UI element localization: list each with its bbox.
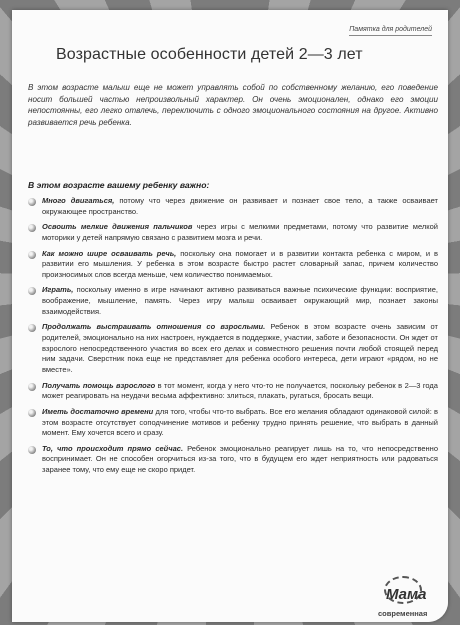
list-item: Играть, поскольку именно в игре начинают активно развиваться важные психические функции: восприятие, воображение, мышление, память. Через игру малыш осваивает окружающий мир, познает законы взаимодействия. xyxy=(28,285,438,317)
list-item: Иметь достаточно времени для того, чтобы что-то выбрать. Все его желания обладают одинаковой силой: в этом возрасте отсутствует соподчинение мотивов и ребенку трудно принять решение, что выбрать в данный момент. Ему хочется всего и сразу. xyxy=(28,407,438,439)
list-heading: В этом возрасте вашему ребенку важно: xyxy=(28,180,210,190)
page-title: Возрастные особенности детей 2—3 лет xyxy=(56,46,363,63)
list-item: Много двигаться, потому что через движение он развивает и познает свое тело, а также осваивает окружающее пространство. xyxy=(28,196,438,217)
bullet-icon xyxy=(28,409,36,417)
list-item: Продолжать выстраивать отношения со взрослыми. Ребенок в этом возрасте очень зависим от родителей, эмоционально на них настроен, нуждается в поддержке, участии, заботе и безопасности. Он ждет от взрослого непосредственного участия во всех его делах и совместного решения почти любой стоящей перед ним задачи. Сверстник пока еще не представляет для ребенка особого интереса, дети играют «рядом, но не вместе». xyxy=(28,322,438,375)
bullet-icon xyxy=(28,224,36,232)
header-label: Памятка для родителей xyxy=(349,26,432,36)
bullet-icon xyxy=(28,251,36,259)
list-item: Получать помощь взрослого в тот момент, когда у него что-то не получается, поскольку ребенок в 2—3 года может реагировать на неудачи весьма аффективно: злиться, плакать, ругаться, бросать вещи. xyxy=(28,381,438,402)
logo xyxy=(376,570,448,622)
bullet-icon xyxy=(28,287,36,295)
leaflet-page xyxy=(12,10,448,622)
bullet-icon xyxy=(28,383,36,391)
bullet-icon xyxy=(28,198,36,206)
intro-paragraph: В этом возрасте малыш еще не может управлять собой по собственному желанию, его поведение носит большей частью непроизвольный характер. Он очень эмоционален, однако его эмоции непостоянны, его легко отвлечь, переключить с одного эмоционального состояния на другое. Активно развивается речь ребенка. xyxy=(28,83,438,128)
list-item: То, что происходит прямо сейчас. Ребенок эмоционально реагирует лишь на то, что непосредственно воспринимает. Он не способен огорчиться из-за того, что в будущем его ждет неприятность или радоваться заранее тому, что ему еще не скоро придет. xyxy=(28,444,438,476)
logo-tagline: современная xyxy=(378,609,428,618)
list-item: Как можно шире осваивать речь, поскольку она помогает и в развитии контакта ребенка с миром, и в развитии его мышления. У ребенка в этом возрасте быстро растет словарный запас, причем количество произносимых слов всегда меньше, чем количество понимаемых. xyxy=(28,249,438,281)
bullet-icon xyxy=(28,446,36,454)
needs-list xyxy=(28,196,438,481)
list-item: Освоить мелкие движения пальчиков через игры с мелкими предметами, потому что развитие мелкой моторики у детей напрямую связано с развитием мозга и речи. xyxy=(28,222,438,243)
bullet-icon xyxy=(28,324,36,332)
logo-word: Мама xyxy=(386,586,427,603)
